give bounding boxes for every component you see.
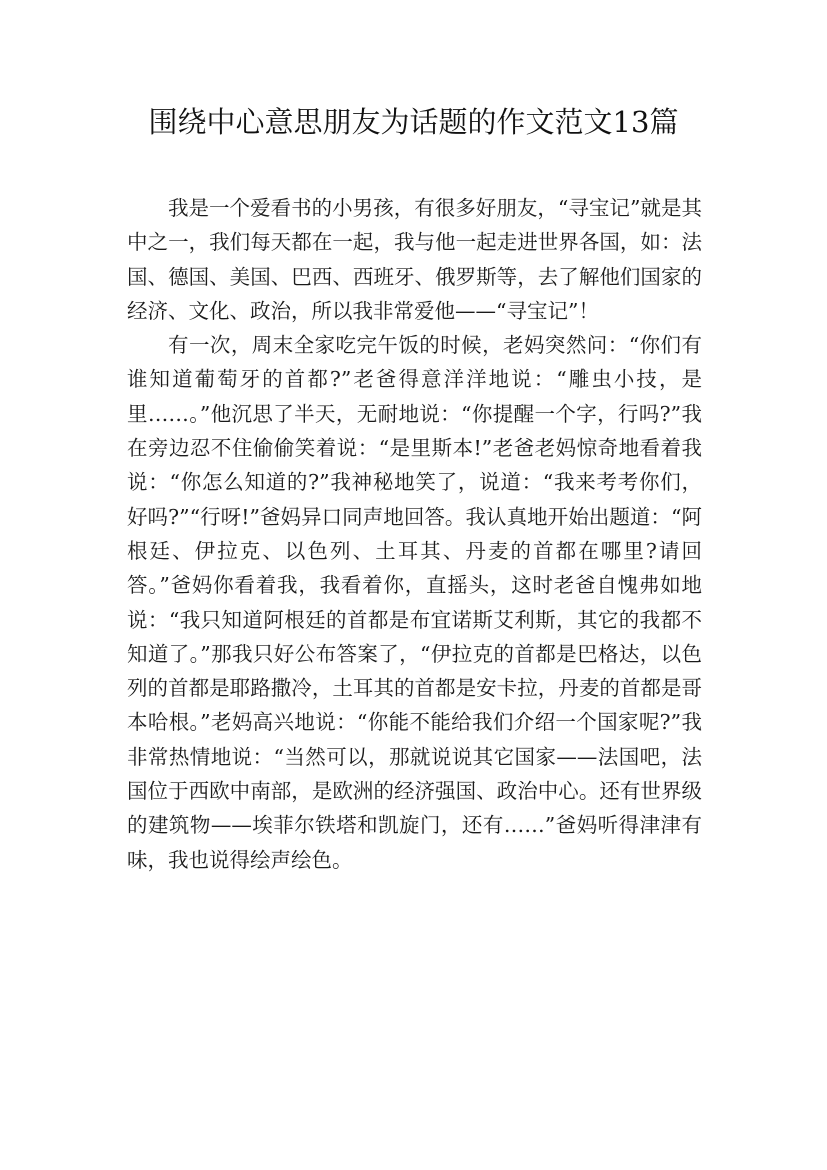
paragraph-1: 我是一个爱看书的小男孩，有很多好朋友，“寻宝记”就是其中之一，我们每天都在一起，我与他一起走进世界各国，如：法国、德国、美国、巴西、西班牙、俄罗斯等，去了解他们国家的经济、文化、政治，所以我非常爱他——“寻宝记”！ xyxy=(127,196,702,323)
paragraph-2: 有一次，周末全家吃完午饭的时候，老妈突然问：“你们有谁知道葡萄牙的首都?”老爸得意洋洋地说：“雕虫小技，是里……。”他沉思了半天，无耐地说：“你提醒一个字，行吗?”我在旁边忍不住偷偷笑着说：“是里斯本!”老爸老妈惊奇地看着我说：“你怎么知道的?”我神秘地笑了，说道：“我来考考你们，好吗?”“行呀!”爸妈异口同声地回答。我认真地开始出题道：“阿根廷、伊拉克、以色列、土耳其、丹麦的首都在哪里?请回答。”爸妈你看着我，我看着你，直摇头，这时老爸自愧弗如地说：“我只知道阿根廷的首都是布宜诺斯艾利斯，其它的我都不知道了。”那我只好公布答案了，“伊拉克的首都是巴格达，以色列的首都是耶路撒冷，土耳其的首都是安卡拉，丹麦的首都是哥本哈根。”老妈高兴地说：“你能不能给我们介绍一个国家呢?”我非常热情地说：“当然可以，那就说说其它国家——法国吧，法国位于西欧中南部，是欧洲的经济强国、政治中心。还有世界级的建筑物——埃菲尔铁塔和凯旋门，还有……”爸妈听得津津有味，我也说得绘声绘色。 xyxy=(127,333,702,872)
document-title: 围绕中心意思朋友为话题的作文范文13篇 xyxy=(148,105,679,139)
document-body xyxy=(127,191,702,877)
